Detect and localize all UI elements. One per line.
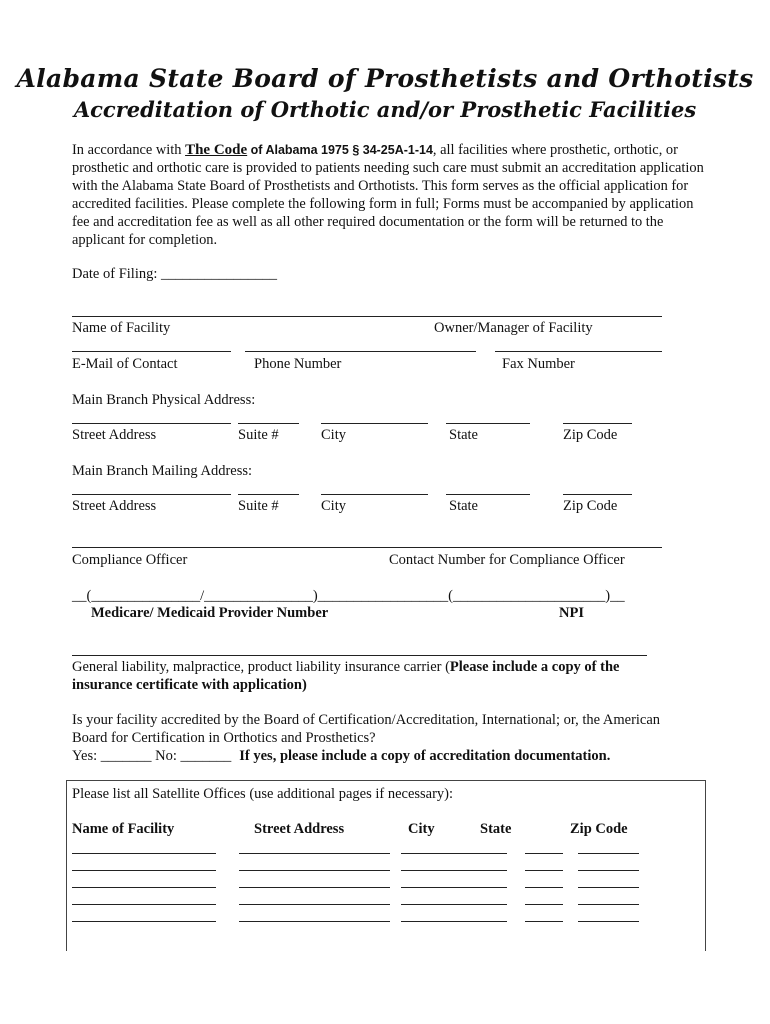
code-link: The Code: [185, 142, 248, 158]
satellite-zip-line[interactable]: [578, 904, 639, 905]
satellite-facility-line[interactable]: [72, 870, 216, 871]
satellite-state-line[interactable]: [525, 887, 563, 888]
date-of-filing-field[interactable]: Date of Filing: ________________: [72, 266, 278, 282]
satellite-zip-line[interactable]: [578, 887, 639, 888]
satellite-offices-box: [66, 780, 706, 951]
code-section: § 34-25A-1-14: [348, 143, 433, 157]
intro-body: , all facilities where prosthetic, orthotic, or prosthetic and orthotic care is provided to patients needing such care must submit an accreditation application with the Alabama State Board of Prosthetists and Orthotists. This form serves as the official application for accredited facilities. Please complete the following form in full; Forms must be accompanied by application fee and accreditation fee as well as all other required documentation or the form will be returned to the applicant for completion.: [72, 142, 704, 248]
col-facility-name: Name of Facility: [72, 821, 175, 837]
physical-zip-label: Zip Code: [563, 427, 618, 443]
satellite-street-line[interactable]: [239, 904, 390, 905]
phone-line[interactable]: [245, 351, 476, 352]
satellite-facility-line[interactable]: [72, 921, 216, 922]
satellite-street-line[interactable]: [239, 853, 390, 854]
intro-prefix: In accordance with: [72, 142, 186, 158]
mailing-suite-label: Suite #: [238, 498, 279, 514]
mailing-suite-line[interactable]: [238, 494, 299, 495]
npi-label: NPI: [559, 605, 584, 621]
mailing-street-label: Street Address: [72, 498, 157, 514]
physical-state-line[interactable]: [446, 423, 530, 424]
mailing-street-line[interactable]: [72, 494, 231, 495]
mailing-state-line[interactable]: [446, 494, 530, 495]
satellite-city-line[interactable]: [401, 921, 507, 922]
owner-manager-label: Owner/Manager of Facility: [434, 320, 593, 336]
satellite-state-line[interactable]: [525, 853, 563, 854]
physical-address-heading: Main Branch Physical Address:: [72, 392, 256, 408]
provider-number-line[interactable]: __(_______________/_______________)__________________(_____________________)__: [72, 588, 625, 604]
col-city: City: [408, 821, 435, 837]
col-zip: Zip Code: [570, 821, 628, 837]
accreditation-question-2: Board for Certification in Orthotics and Prosthetics?: [72, 730, 376, 746]
satellite-state-line[interactable]: [525, 870, 563, 871]
mailing-city-label: City: [321, 498, 346, 514]
satellite-street-line[interactable]: [239, 887, 390, 888]
yes-no-field[interactable]: Yes: _______ No: _______: [72, 748, 232, 764]
email-label: E-Mail of Contact: [72, 356, 178, 372]
code-ref-year: of Alabama 1975: [247, 143, 349, 157]
satellite-zip-line[interactable]: [578, 921, 639, 922]
insurance-note-2: insurance certificate with application): [72, 677, 307, 693]
facility-name-line[interactable]: [72, 316, 662, 317]
satellite-facility-line[interactable]: [72, 887, 216, 888]
satellite-city-line[interactable]: [401, 887, 507, 888]
phone-label: Phone Number: [254, 356, 342, 372]
satellite-city-line[interactable]: [401, 853, 507, 854]
accreditation-answer: [72, 748, 610, 765]
email-line[interactable]: [72, 351, 231, 352]
mailing-city-line[interactable]: [321, 494, 428, 495]
form-subtitle: Accreditation of Orthotic and/or Prosthetic Facilities: [73, 97, 697, 122]
satellite-zip-line[interactable]: [578, 870, 639, 871]
col-street-address: Street Address: [254, 821, 345, 837]
satellite-state-line[interactable]: [525, 921, 563, 922]
insurance-text: [72, 659, 619, 676]
code-ref: [247, 143, 433, 157]
mailing-address-heading: Main Branch Mailing Address:: [72, 463, 253, 479]
fax-line[interactable]: [495, 351, 662, 352]
physical-city-line[interactable]: [321, 423, 428, 424]
compliance-officer-label: Compliance Officer: [72, 552, 188, 568]
insurance-label: General liability, malpractice, product liability insurance carrier (: [72, 659, 450, 675]
fax-label: Fax Number: [502, 356, 575, 372]
satellite-facility-line[interactable]: [72, 853, 216, 854]
compliance-line[interactable]: [72, 547, 662, 548]
satellite-facility-line[interactable]: [72, 904, 216, 905]
satellite-city-line[interactable]: [401, 904, 507, 905]
mailing-state-label: State: [449, 498, 478, 514]
physical-street-line[interactable]: [72, 423, 231, 424]
satellite-state-line[interactable]: [525, 904, 563, 905]
physical-suite-label: Suite #: [238, 427, 279, 443]
physical-zip-line[interactable]: [563, 423, 632, 424]
intro-paragraph: [72, 141, 704, 249]
accreditation-note: If yes, please include a copy of accreditation documentation.: [239, 748, 611, 764]
physical-state-label: State: [449, 427, 478, 443]
medicare-label: Medicare/ Medicaid Provider Number: [91, 605, 329, 621]
physical-suite-line[interactable]: [238, 423, 299, 424]
form-title: Alabama State Board of Prosthetists and Orthotists: [16, 64, 754, 93]
compliance-contact-label: Contact Number for Compliance Officer: [389, 552, 625, 568]
insurance-line[interactable]: [72, 655, 647, 656]
col-state: State: [480, 821, 512, 837]
physical-street-label: Street Address: [72, 427, 157, 443]
satellite-city-line[interactable]: [401, 870, 507, 871]
accreditation-question-1: Is your facility accredited by the Board of Certification/Accreditation, International; or, the American: [72, 712, 661, 728]
mailing-zip-label: Zip Code: [563, 498, 618, 514]
satellite-street-line[interactable]: [239, 870, 390, 871]
insurance-note-1: Please include a copy of the: [449, 659, 620, 675]
facility-name-label: Name of Facility: [72, 320, 171, 336]
physical-city-label: City: [321, 427, 346, 443]
satellite-street-line[interactable]: [239, 921, 390, 922]
satellite-heading: Please list all Satellite Offices (use additional pages if necessary):: [72, 786, 454, 802]
mailing-zip-line[interactable]: [563, 494, 632, 495]
satellite-zip-line[interactable]: [578, 853, 639, 854]
